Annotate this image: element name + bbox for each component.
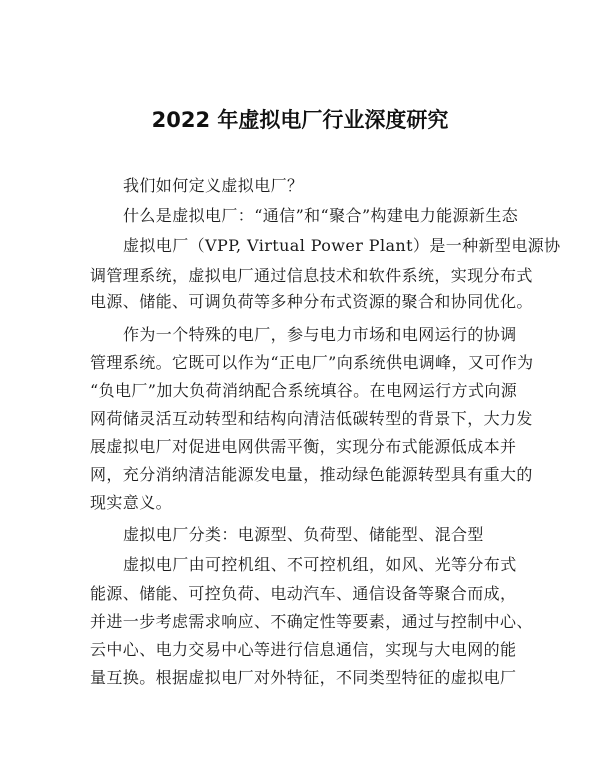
- body-text-line: 展虚拟电厂对促进电网供需平衡，实现分布式能源低成本并: [90, 437, 517, 456]
- body-text-line: “负电厂”加大负荷消纳配合系统填谷。在电网运行方式向源: [90, 381, 518, 400]
- body-text-line: 电源、储能、可调负荷等多种分布式资源的聚合和协同优化。: [90, 292, 533, 311]
- body-text-line: 现实意义。: [90, 493, 173, 512]
- document-title: 2022 年虚拟电厂行业深度研究: [151, 108, 449, 132]
- body-text-line: 我们如何定义虚拟电厂？: [123, 176, 304, 195]
- body-text-line: 什么是虚拟电厂：“通信”和“聚合”构建电力能源新生态: [123, 206, 519, 225]
- body-text-line: 虚拟电厂（VPP, Virtual Power Plant）是一种新型电源协: [123, 236, 561, 255]
- body-text-line: 网荷储灵活互动转型和结构向清洁低碳转型的背景下，大力发: [90, 409, 533, 428]
- body-text-line: 能源、储能、可控负荷、电动汽车、通信设备等聚合而成，: [90, 584, 517, 603]
- body-text-line: 调管理系统，虚拟电厂通过信息技术和软件系统，实现分布式: [90, 266, 533, 285]
- body-text-line: 并进一步考虑需求响应、不确定性等要素，通过与控制中心、: [90, 612, 533, 631]
- body-text-line: 作为一个特殊的电厂，参与电力市场和电网运行的协调: [123, 325, 517, 344]
- body-text-line: 量互换。根据虚拟电厂对外特征，不同类型特征的虚拟电厂: [90, 668, 517, 687]
- body-text-line: 网，充分消纳清洁能源发电量，推动绿色能源转型具有重大的: [90, 465, 533, 484]
- body-text-line: 虚拟电厂由可控机组、不可控机组，如风、光等分布式: [123, 555, 517, 574]
- body-text-line: 云中心、电力交易中心等进行信息通信，实现与大电网的能: [90, 640, 517, 659]
- body-text-line: 虚拟电厂分类：电源型、负荷型、储能型、混合型: [123, 525, 484, 544]
- body-text-line: 管理系统。它既可以作为“正电厂”向系统供电调峰，又可作为: [90, 353, 534, 372]
